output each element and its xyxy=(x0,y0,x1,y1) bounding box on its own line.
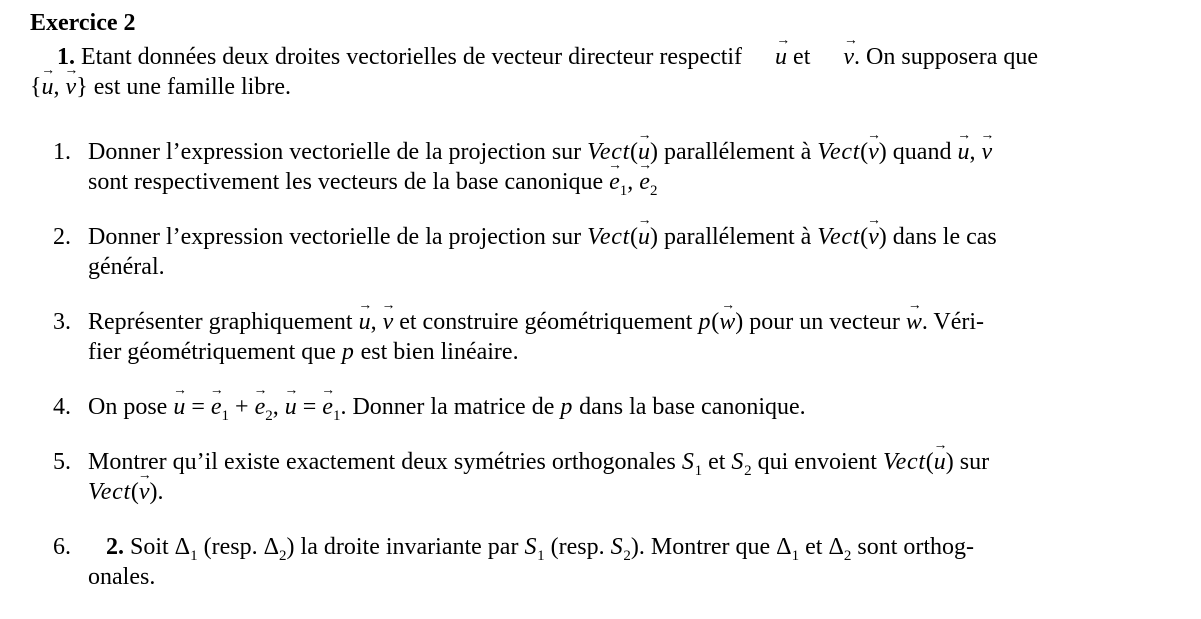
vector-symbol: u → xyxy=(42,72,54,102)
text: général. xyxy=(88,254,165,280)
vector-symbol: u → xyxy=(359,307,371,337)
text: onales. xyxy=(88,564,156,590)
vector-symbol: e → xyxy=(211,392,222,422)
text-line xyxy=(88,477,1201,507)
vector-symbol: u → xyxy=(285,392,297,422)
item-number: 4. xyxy=(53,394,71,420)
text-line xyxy=(88,562,1201,592)
vector-symbol: u → xyxy=(934,447,946,477)
text: Donner l’expression vectorielle de la projection sur xyxy=(88,139,588,165)
text: , xyxy=(969,139,982,165)
text: , xyxy=(272,394,285,420)
text: ( xyxy=(711,309,720,335)
text: et Δ xyxy=(799,534,844,560)
text: et xyxy=(702,449,732,475)
question-list xyxy=(30,137,1201,592)
vector-symbol: e → xyxy=(322,392,333,422)
text-line xyxy=(88,252,1201,282)
text: ( xyxy=(860,224,869,250)
text: dans la base canonique. xyxy=(573,394,806,420)
math-symbol: Vect xyxy=(817,224,861,250)
text: ) parallélement à xyxy=(650,139,818,165)
subscript: 1 xyxy=(537,547,545,564)
subscript: 2 xyxy=(744,462,752,479)
item-number: 5. xyxy=(53,449,71,475)
text-line xyxy=(88,307,1201,337)
text: ) quand xyxy=(878,139,958,165)
vector-symbol: u → xyxy=(638,222,650,252)
math-symbol: Vect xyxy=(817,139,861,165)
bold-text: 2. xyxy=(106,534,124,560)
intro-paragraph xyxy=(30,42,1201,102)
text: ( xyxy=(630,139,639,165)
math-symbol: Vect xyxy=(882,449,926,475)
vector-symbol: v → xyxy=(816,42,854,72)
item-text xyxy=(88,532,1201,592)
item-number: 2. xyxy=(53,224,71,250)
text: (resp. Δ xyxy=(197,534,280,560)
text: Donner l’expression vectorielle de la projection sur xyxy=(88,224,588,250)
list-item-1 xyxy=(30,137,1201,197)
vector-symbol: w → xyxy=(719,307,735,337)
text: ) sur xyxy=(945,449,990,475)
subscript: 1 xyxy=(190,547,198,564)
subscript: 1 xyxy=(791,547,800,564)
vector-symbol: e → xyxy=(639,167,650,197)
math-symbol: S xyxy=(731,449,745,475)
text: , xyxy=(53,74,66,100)
text: On pose xyxy=(88,394,174,420)
math-symbol: Vect xyxy=(587,224,631,250)
text: ). Montrer que Δ xyxy=(630,534,792,560)
text: qui envoient xyxy=(751,449,883,475)
text-line xyxy=(88,447,1201,477)
subscript: 1 xyxy=(619,182,628,199)
subscript: 2 xyxy=(623,547,631,564)
text: Etant données deux droites vectorielles de vecteur directeur respectif xyxy=(75,44,749,70)
subscript: 1 xyxy=(694,462,703,479)
text: . Véri- xyxy=(921,309,985,335)
text: fier géométriquement que xyxy=(88,339,342,365)
text: { xyxy=(30,74,42,100)
item-text xyxy=(88,392,1201,422)
text: et construire géométriquement xyxy=(393,309,699,335)
vector-symbol: w → xyxy=(906,307,922,337)
text-line xyxy=(88,532,1201,562)
text-line xyxy=(88,167,1201,197)
vector-symbol: v → xyxy=(66,72,77,102)
subscript: 2 xyxy=(649,182,658,199)
text: , xyxy=(627,169,640,195)
text: . On supposera que xyxy=(854,44,1038,70)
vector-symbol: v → xyxy=(139,477,150,507)
vector-symbol: v → xyxy=(868,222,879,252)
text: ( xyxy=(630,224,639,250)
bold-text: 1. xyxy=(57,44,75,70)
item-text xyxy=(88,137,1201,197)
text: + xyxy=(229,394,255,420)
math-symbol: Vect xyxy=(88,479,131,505)
text: Soit Δ xyxy=(124,534,191,560)
vector-symbol: u → xyxy=(957,137,969,167)
vector-symbol: v → xyxy=(868,137,879,167)
item-number: 3. xyxy=(53,309,71,335)
text: ) parallélement à xyxy=(650,224,818,250)
text: sont respectivement les vecteurs de la base canonique xyxy=(88,169,610,195)
text: ) dans le cas xyxy=(878,224,997,250)
item-text xyxy=(88,307,1201,367)
text: est bien linéaire. xyxy=(354,339,519,365)
item-text xyxy=(88,447,1201,507)
vector-symbol: v → xyxy=(981,137,992,167)
vector-symbol: u → xyxy=(638,137,650,167)
text: (resp. xyxy=(544,534,611,560)
text: . Donner la matrice de xyxy=(340,394,561,420)
text: ) la droite invariante par xyxy=(286,534,525,560)
item-number: 1. xyxy=(53,139,71,165)
vector-symbol: v → xyxy=(383,307,394,337)
text: ) pour un vecteur xyxy=(735,309,906,335)
math-symbol: S xyxy=(524,534,538,560)
text: ( xyxy=(925,449,934,475)
subscript: 2 xyxy=(279,547,287,564)
math-symbol: p xyxy=(698,309,712,335)
list-item-2 xyxy=(30,222,1201,282)
item-text xyxy=(88,222,1201,282)
subscript: 1 xyxy=(332,407,341,424)
text: ( xyxy=(860,139,869,165)
math-symbol: S xyxy=(681,449,695,475)
list-item-4 xyxy=(30,392,1201,422)
text: et xyxy=(787,44,817,70)
exercise-title: Exercice 2 xyxy=(30,10,136,36)
vector-symbol: u → xyxy=(173,392,185,422)
list-item-3 xyxy=(30,307,1201,367)
text-line xyxy=(30,72,1201,102)
text: Montrer qu’il existe exactement deux symétries orthogonales xyxy=(88,449,682,475)
list-item-5 xyxy=(30,447,1201,507)
math-symbol: S xyxy=(610,534,624,560)
vector-symbol: e → xyxy=(609,167,620,197)
text-line xyxy=(88,337,1201,367)
text: = xyxy=(296,394,323,420)
vector-symbol: u → xyxy=(748,42,787,72)
math-symbol: p xyxy=(341,339,355,365)
math-symbol: p xyxy=(560,394,574,420)
list-item-6 xyxy=(30,532,1201,592)
text: Représenter graphiquement xyxy=(88,309,359,335)
text: sont orthog- xyxy=(851,534,975,560)
text: ). xyxy=(149,479,164,505)
text: ( xyxy=(130,479,139,505)
item-number: 6. xyxy=(53,534,71,560)
subscript: 1 xyxy=(221,407,230,424)
subscript: 2 xyxy=(843,547,852,564)
math-symbol: Vect xyxy=(587,139,631,165)
text: , xyxy=(370,309,383,335)
subscript: 2 xyxy=(265,407,273,424)
text-line xyxy=(30,42,1201,72)
text-line xyxy=(88,222,1201,252)
vector-symbol: e → xyxy=(255,392,266,422)
text: = xyxy=(185,394,211,420)
text-line xyxy=(88,392,1201,422)
text: } est une famille libre. xyxy=(76,74,291,100)
